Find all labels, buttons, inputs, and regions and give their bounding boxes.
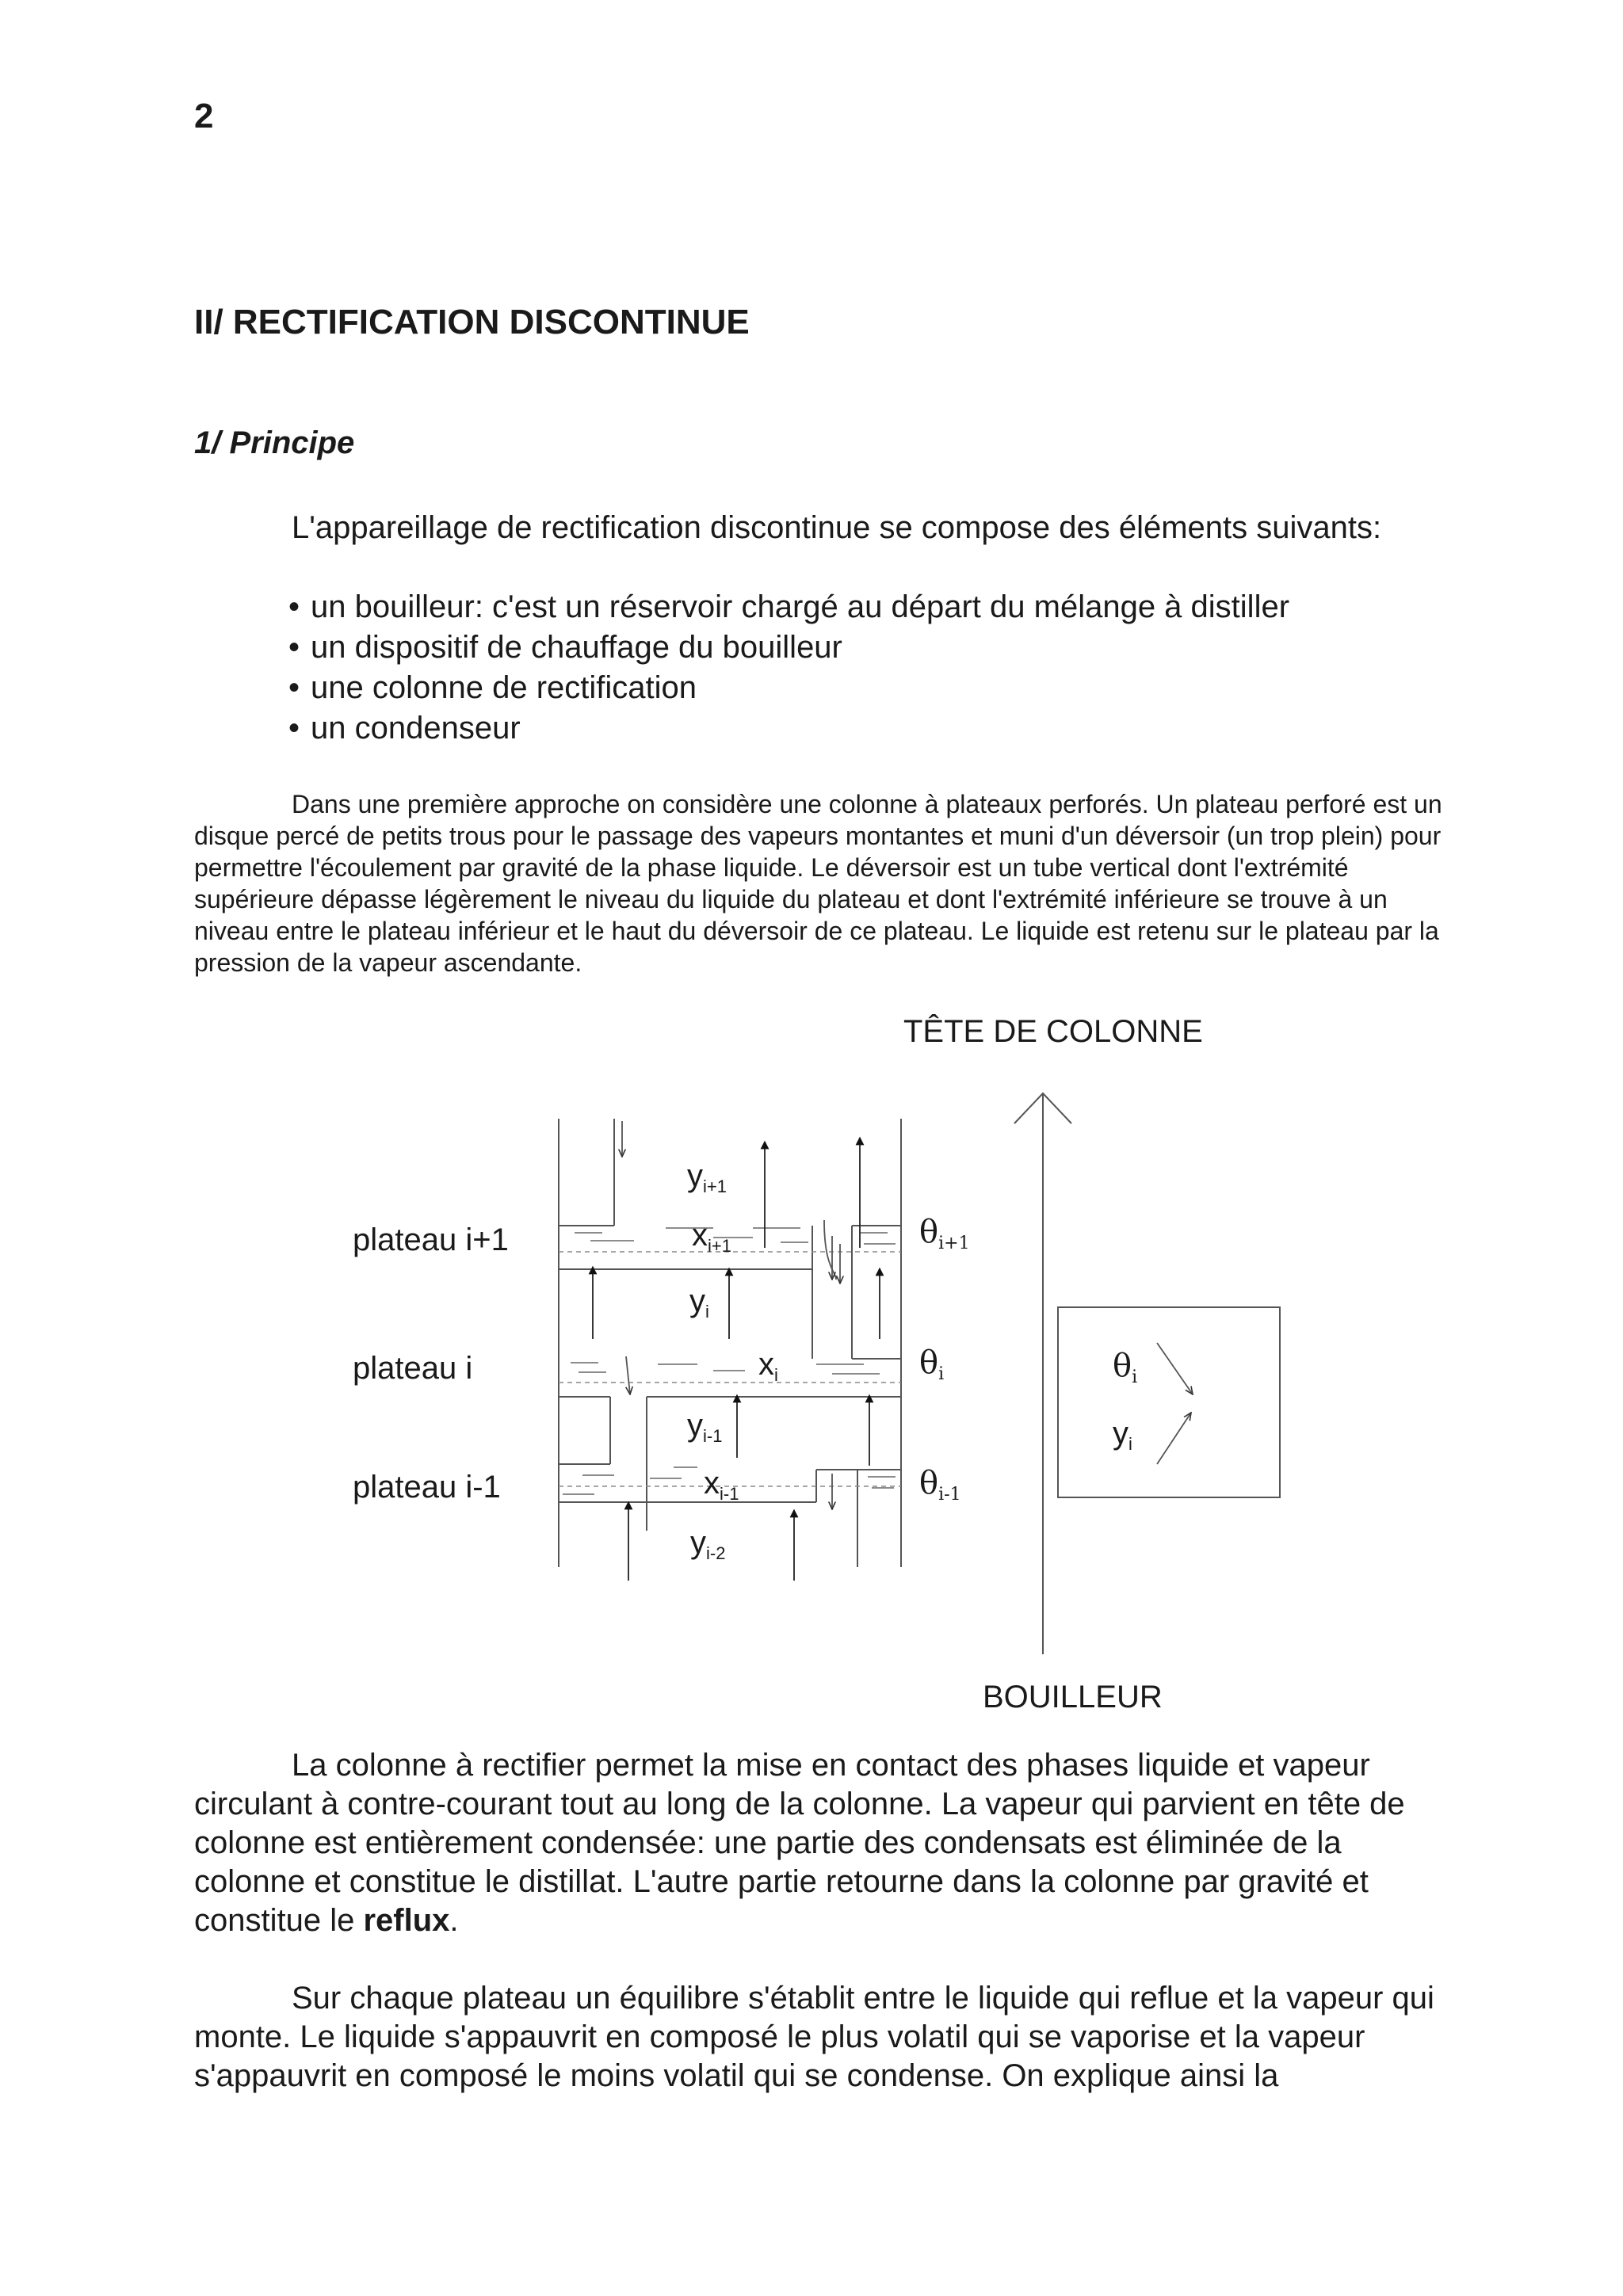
page-number: 2 <box>194 97 214 135</box>
label-y-i-minus-2: $y_{i-2}$ <box>690 1525 726 1563</box>
label-y-i-plus-1: $y_{i+1}$ <box>687 1158 727 1196</box>
paragraph-text-end: . <box>449 1903 459 1938</box>
intro-sentence: L'appareillage de rectification discontinue se compose des éléments suivants: <box>292 510 1382 545</box>
inset-y-i: $y_i$ <box>1113 1416 1132 1454</box>
liquid-flow-arrows <box>622 1121 840 1509</box>
label-theta-i-plus-1: $\theta_{i+1}$ <box>919 1214 970 1253</box>
list-item: • une colonne de rectification <box>288 668 1289 708</box>
paragraph-text: La colonne à rectifier permet la mise en contact des phases liquide et vapeur circulant à contre-courant tout au long de la colonne. La vapeur qui parvient en tête de colonne est entièrement condensée: une partie des condensats est éliminée de la colonne et constitue le distillat. L'autre partie retourne dans la colonne par gravité et constitue le <box>194 1748 1405 1938</box>
plate-label-i: plateau i <box>353 1351 473 1386</box>
inset-trend-arrows <box>1157 1343 1193 1464</box>
label-x-i-plus-1: $x_{i+1}$ <box>692 1218 731 1256</box>
label-y-i-minus-1: $y_{i-1}$ <box>687 1408 723 1446</box>
trend-inset-box <box>1058 1307 1280 1497</box>
plate-label-i-plus-1: plateau i+1 <box>353 1222 509 1257</box>
liquid-hatching <box>563 1228 896 1494</box>
inset-theta-i: $\theta_i$ <box>1113 1348 1138 1387</box>
subsection-title: 1/ Principe <box>194 425 355 460</box>
label-theta-i: $\theta_i$ <box>919 1344 945 1384</box>
plate-label-i-minus-1: plateau i-1 <box>353 1470 501 1505</box>
list-item: • un bouilleur: c'est un réservoir chargé au départ du mélange à distiller <box>288 587 1289 627</box>
label-x-i-minus-1: $x_{i-1}$ <box>704 1466 739 1504</box>
label-y-i: $y_i$ <box>689 1283 709 1322</box>
label-theta-i-minus-1: $\theta_{i-1}$ <box>919 1465 961 1505</box>
emphasis-reflux: reflux <box>363 1903 450 1938</box>
boiler-label: BOUILLEUR <box>983 1680 1163 1714</box>
list-item: • un dispositif de chauffage du bouilleur <box>288 627 1289 668</box>
body-paragraph-2 <box>194 1979 1446 2096</box>
body-paragraph-1 <box>194 1746 1446 1940</box>
column-head-label: TÊTE DE COLONNE <box>903 1014 1203 1049</box>
label-x-i: $x_i$ <box>758 1347 778 1385</box>
paragraph-text: Sur chaque plateau un équilibre s'établit entre le liquide qui reflue et la vapeur qui monte. Le liquide s'appauvrit en composé le plus volatil qui se vaporise et la vapeur s'appauvrit en composé le moins volatil qui se condense. On explique ainsi la <box>194 1981 1434 2093</box>
vapour-arrows <box>593 1141 880 1581</box>
paragraph-text: Dans une première approche on considère une colonne à plateaux perforés. Un plateau perforé est un disque percé de petits trous pour le passage des vapeurs montantes et muni d'un déversoir (un trop plein) pour permettre l'écoulement par gravité de la phase liquide. Le déversoir est un tube vertical dont l'extrémité supérieure dépasse légèrement le niveau du liquide du plateau et dont l'extrémité inférieure se trouve à un niveau entre le plateau inférieur et le haut du déversoir de ce plateau. Le liquide est retenu sur le plateau par la pression de la vapeur ascendante. <box>194 790 1442 977</box>
list-item: • un condenseur <box>288 708 1289 749</box>
section-title: II/ RECTIFICATION DISCONTINUE <box>194 303 750 341</box>
column-axis-arrow <box>1014 1093 1071 1654</box>
